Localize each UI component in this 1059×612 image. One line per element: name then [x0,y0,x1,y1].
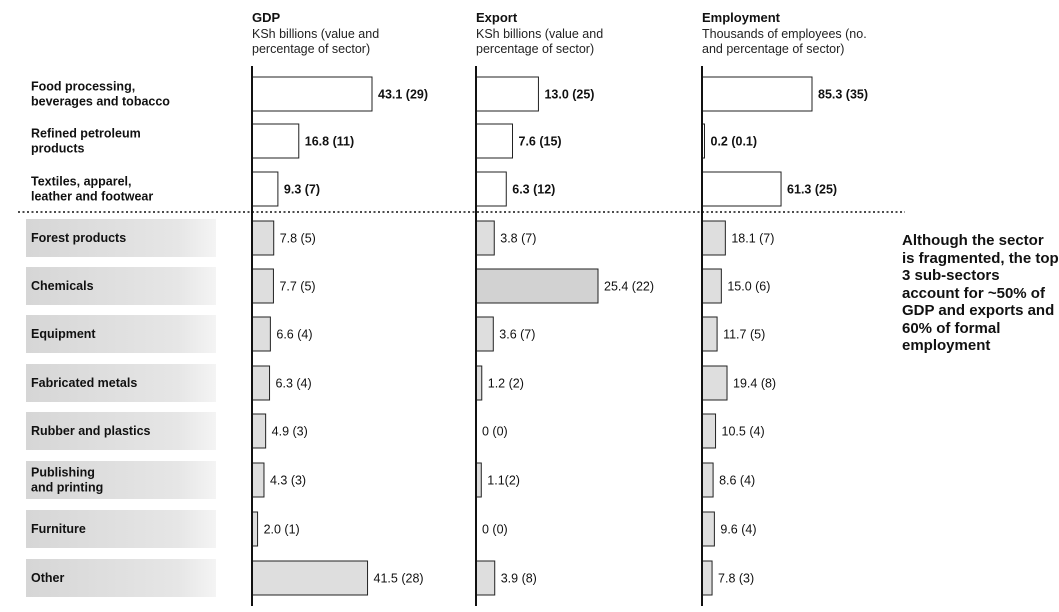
header-employment-subtitle-line2: and percentage of sector) [702,42,845,56]
callout-text: Although the sector is fragmented, the top 3 sub-sectors account for ~50% of GDP and exports and 60% of formal employment [902,232,1059,354]
employment-bar-publishing-and-printing [702,463,713,497]
employment-bar-textiles-apparel-leather-and-footwear [702,172,781,206]
gdp-value-label-refined-petroleum-products: 16.8 (11) [304,134,355,149]
gdp-bar-publishing-and-printing [252,463,264,497]
employment-value-label-chemicals: 15.0 (6) [727,279,771,294]
employment-bar-rubber-and-plastics [702,414,716,448]
gdp-bar-other [252,561,368,595]
gdp-bar-food-processing-beverages-and-tobacco [252,77,372,111]
gdp-value-label-rubber-and-plastics: 4.9 (3) [271,424,308,439]
category-label-refined-petroleum-products-line2: products [31,141,85,156]
employment-bar-fabricated-metals [702,366,727,400]
header-export-title: Export [476,10,518,25]
header-employment-title: Employment [702,10,781,25]
export-value-label-chemicals: 25.4 (22) [604,279,655,294]
export-value-label-equipment: 3.6 (7) [499,327,536,342]
category-label-textiles-apparel-leather-and-footwear-line1: Textiles, apparel, [31,174,132,189]
gdp-value-label-textiles-apparel-leather-and-footwear: 9.3 (7) [283,182,321,197]
export-value-label-textiles-apparel-leather-and-footwear: 6.3 (12) [512,182,556,197]
category-label-furniture: Furniture [31,522,86,536]
export-value-label-fabricated-metals: 1.2 (2) [487,376,524,391]
header-employment-subtitle-line1: Thousands of employees (no. [702,27,867,41]
header-gdp-title: GDP [252,10,281,25]
header-gdp-subtitle-line1: KSh billions (value and [252,27,380,41]
gdp-value-label-chemicals: 7.7 (5) [279,279,316,294]
export-bar-textiles-apparel-leather-and-footwear [476,172,506,206]
employment-value-label-rubber-and-plastics: 10.5 (4) [721,424,765,439]
gdp-value-label-forest-products: 7.8 (5) [279,231,316,246]
category-label-refined-petroleum-products-line1: Refined petroleum [31,126,141,141]
gdp-value-label-fabricated-metals: 6.3 (4) [275,376,312,391]
employment-bar-chemicals [702,269,721,303]
header-gdp-subtitle-line2: percentage of sector) [252,42,371,56]
export-value-label-other: 3.9 (8) [500,571,537,586]
employment-value-label-furniture: 9.6 (4) [720,522,757,537]
category-rows [26,80,216,598]
employment-value-label-textiles-apparel-leather-and-footwear: 61.3 (25) [787,182,838,197]
gdp-value-label-other: 41.5 (28) [373,571,424,586]
employment-value-label-forest-products: 18.1 (7) [731,231,775,246]
export-value-label-furniture: 0 (0) [482,522,508,537]
header-gdp [252,10,379,56]
category-label-food-processing-beverages-and-tobacco-line2: beverages and tobacco [31,94,170,109]
gdp-bar-textiles-apparel-leather-and-footwear [252,172,278,206]
callout-box [892,214,1059,406]
category-label-publishing-and-printing-line1: Publishing [31,465,95,480]
category-label-other: Other [31,571,65,585]
employment-bar-other [702,561,712,595]
category-label-rubber-and-plastics: Rubber and plastics [31,424,151,438]
export-bar-refined-petroleum-products [476,124,513,158]
gdp-bar-fabricated-metals [252,366,270,400]
gdp-value-label-furniture: 2.0 (1) [263,522,300,537]
category-label-publishing-and-printing-line2: and printing [31,480,104,495]
gdp-bar-equipment [252,317,270,351]
category-label-forest-products: Forest products [31,231,127,245]
export-bar-other [476,561,495,595]
export-bar-forest-products [476,221,494,255]
category-label-fabricated-metals: Fabricated metals [31,376,138,390]
export-bar-chemicals [476,269,598,303]
category-label-food-processing-beverages-and-tobacco-line1: Food processing, [31,79,136,94]
employment-bar-equipment [702,317,717,351]
export-value-label-food-processing-beverages-and-tobacco: 13.0 (25) [544,87,595,102]
employment-bar-furniture [702,512,714,546]
header-export-subtitle-line1: KSh billions (value and [476,27,604,41]
employment-bar-forest-products [702,221,725,255]
employment-value-label-other: 7.8 (3) [718,571,755,586]
bar-marks [252,77,868,595]
gdp-value-label-publishing-and-printing: 4.3 (3) [269,473,307,488]
employment-bar-food-processing-beverages-and-tobacco [702,77,812,111]
employment-value-label-refined-petroleum-products: 0.2 (0.1) [710,134,758,149]
header-export-subtitle-line2: percentage of sector) [476,42,595,56]
export-value-label-forest-products: 3.8 (7) [500,231,537,246]
export-value-label-rubber-and-plastics: 0 (0) [482,424,508,439]
category-label-chemicals: Chemicals [31,279,94,293]
gdp-bar-chemicals [252,269,273,303]
gdp-bar-rubber-and-plastics [252,414,266,448]
category-label-textiles-apparel-leather-and-footwear-line2: leather and footwear [31,189,154,204]
gdp-value-label-equipment: 6.6 (4) [276,327,313,342]
export-value-label-publishing-and-printing: 1.1(2) [487,473,520,488]
header-export [476,10,603,56]
category-label-equipment: Equipment [31,327,96,341]
header-employment [702,10,867,56]
export-bar-equipment [476,317,493,351]
employment-value-label-food-processing-beverages-and-tobacco: 85.3 (35) [818,87,869,102]
gdp-bar-forest-products [252,221,274,255]
employment-value-label-publishing-and-printing: 8.6 (4) [719,473,756,488]
employment-value-label-equipment: 11.7 (5) [723,327,766,342]
employment-value-label-fabricated-metals: 19.4 (8) [733,376,777,391]
export-bar-food-processing-beverages-and-tobacco [476,77,538,111]
gdp-value-label-food-processing-beverages-and-tobacco: 43.1 (29) [378,87,429,102]
gdp-bar-refined-petroleum-products [252,124,299,158]
export-value-label-refined-petroleum-products: 7.6 (15) [518,134,562,149]
